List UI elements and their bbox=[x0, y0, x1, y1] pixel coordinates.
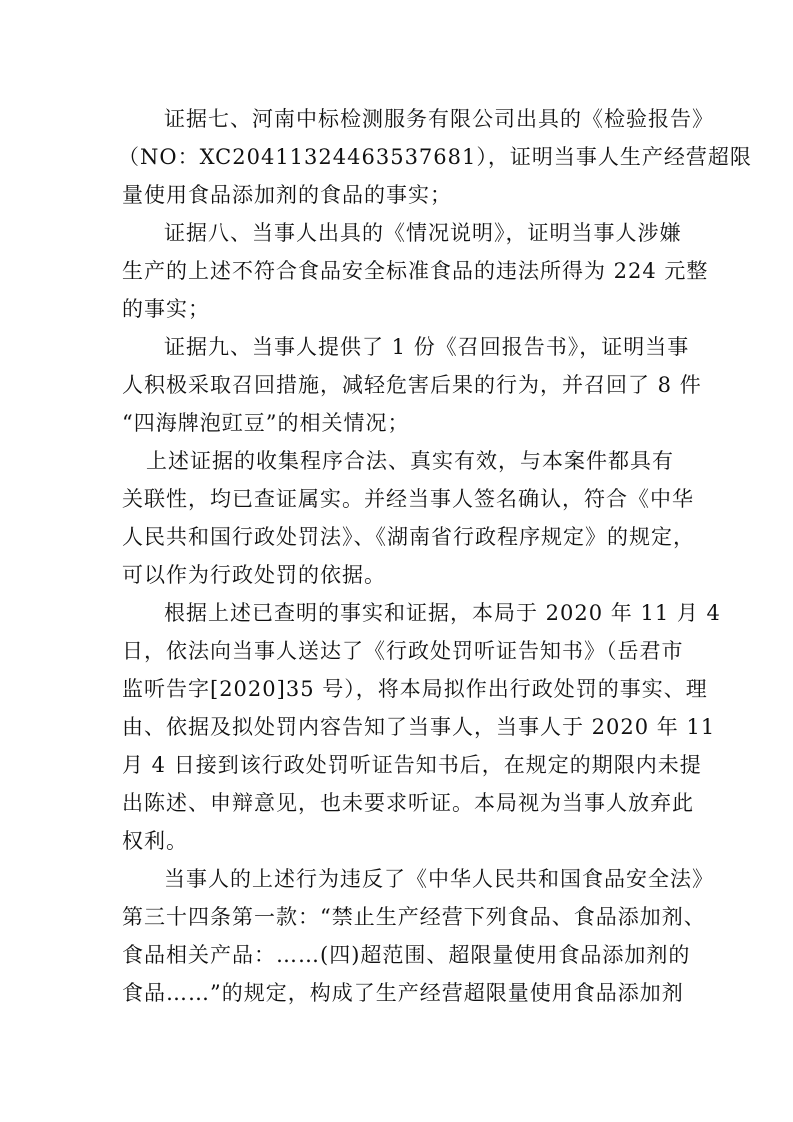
text-line: 第三十四条第一款：“禁止生产经营下列食品、食品添加剂、 bbox=[122, 905, 706, 929]
text-line: “四海牌泡豇豆”的相关情况； bbox=[122, 411, 410, 435]
text-line: 上述证据的收集程序合法、真实有效，与本案件都具有 bbox=[146, 449, 674, 473]
text-line: 食品相关产品：……(四)超范围、超限量使用食品添加剂的 bbox=[122, 943, 691, 967]
text-line: 证据八、当事人出具的《情况说明》，证明当事人涉嫌 bbox=[164, 221, 682, 245]
text-line: 人民共和国行政处罚法》、《湖南省行政程序规定》的规定， bbox=[122, 525, 695, 549]
text-line: 日，依法向当事人送达了《行政处罚听证告知书》（岳君市 bbox=[122, 639, 684, 663]
text-line: 权利。 bbox=[122, 829, 188, 853]
text-line: 生产的上述不符合食品安全标准食品的违法所得为 224 元整 bbox=[122, 259, 709, 283]
text-line: 的事实； bbox=[122, 297, 210, 321]
text-line: 量使用食品添加剂的食品的事实； bbox=[122, 183, 452, 207]
text-line: 由、依据及拟处罚内容告知了当事人，当事人于 2020 年 11 bbox=[122, 715, 716, 739]
text-line: 月 4 日接到该行政处罚听证告知书后，在规定的期限内未提 bbox=[122, 753, 702, 777]
text-line: 食品……”的规定，构成了生产经营超限量使用食品添加剂 bbox=[122, 981, 684, 1005]
text-line: （NO：XC20411324463537681），证明当事人生产经营超限 bbox=[118, 145, 752, 169]
text-line: 监听告字[2020]35 号），将本局拟作出行政处罚的事实、理 bbox=[122, 677, 708, 701]
text-line: 可以作为行政处罚的依据。 bbox=[122, 563, 386, 587]
text-line: 根据上述已查明的事实和证据，本局于 2020 年 11 月 4 bbox=[164, 601, 721, 625]
text-line: 证据九、当事人提供了 1 份《召回报告书》，证明当事 bbox=[164, 335, 690, 359]
text-line: 关联性，均已查证属实。并经当事人签名确认，符合《中华 bbox=[122, 487, 694, 511]
text-line: 出陈述、申辩意见，也未要求听证。本局视为当事人放弃此 bbox=[122, 791, 694, 815]
text-line: 证据七、河南中标检测服务有限公司出具的《检验报告》 bbox=[164, 107, 714, 131]
text-line: 人积极采取召回措施，减轻危害后果的行为，并召回了 8 件 bbox=[122, 373, 702, 397]
text-line: 当事人的上述行为违反了《中华人民共和国食品安全法》 bbox=[164, 867, 714, 891]
